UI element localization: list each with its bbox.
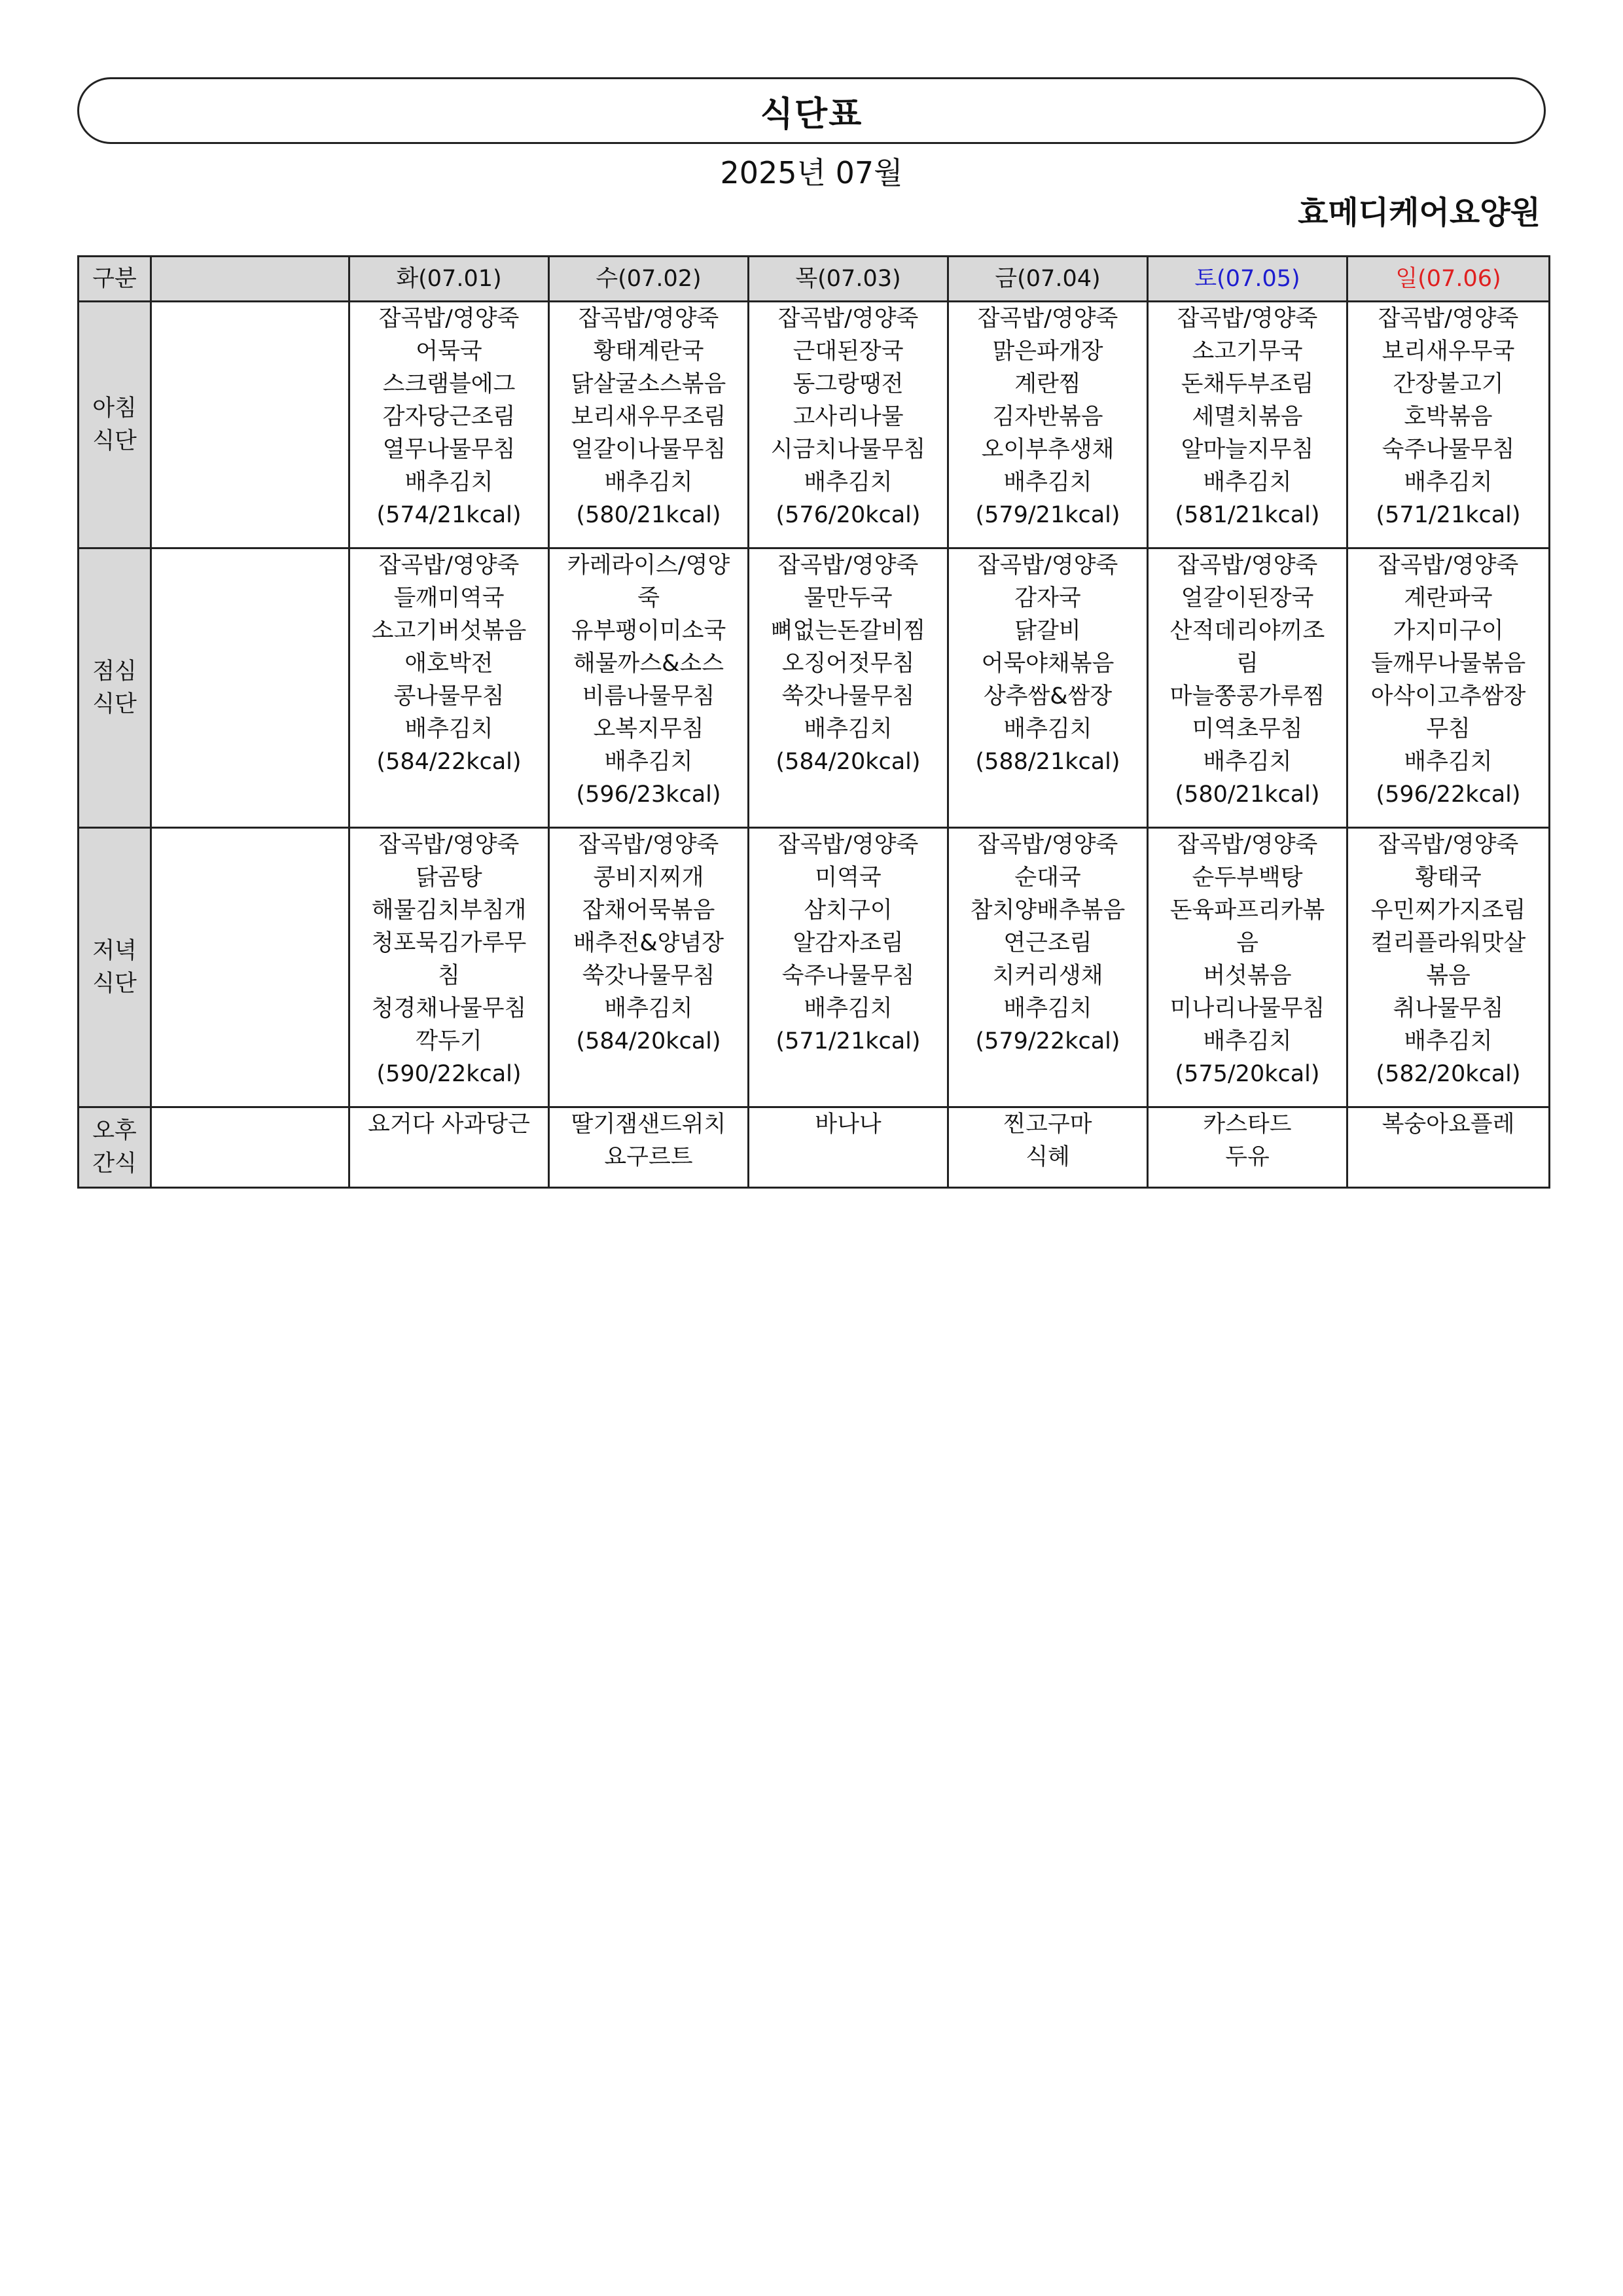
- menu-item: 비름나물무침: [582, 683, 715, 709]
- menu-item: 닭곰탕: [416, 865, 482, 891]
- day-header-sun: 일(07.06): [1347, 257, 1550, 302]
- menu-item: 배추김치: [804, 996, 893, 1022]
- menu-cell: [1347, 548, 1550, 828]
- day-header-sat: 토(07.05): [1148, 257, 1347, 302]
- menu-item: (590/22kcal): [376, 1061, 522, 1087]
- menu-item: 요구르트: [604, 1144, 693, 1170]
- menu-item: 잡채어묵볶음: [582, 897, 715, 924]
- menu-item: 배추김치: [1203, 749, 1292, 775]
- menu-item: 참치양배추볶음: [970, 897, 1126, 924]
- menu-item: (584/20kcal): [576, 1028, 721, 1054]
- menu-cell: [1347, 828, 1550, 1107]
- meal-label-line: 식단: [92, 428, 137, 454]
- menu-item: 오징어젓무침: [781, 651, 915, 677]
- meal-label-line: 식단: [92, 691, 137, 717]
- blank-cell: [151, 548, 349, 828]
- menu-item: 잡곡밥/영양죽: [1378, 306, 1519, 332]
- menu-item: 뼈없는돈갈비찜: [770, 618, 926, 644]
- menu-item: 배추김치: [1003, 996, 1092, 1022]
- menu-item: 유부팽이미소국: [571, 618, 726, 644]
- menu-item: 볶음: [1426, 963, 1471, 989]
- menu-item: 배추김치: [1203, 469, 1292, 495]
- menu-item: 청포묵김가루무: [371, 930, 527, 956]
- meal-row-lunch: [79, 548, 1550, 828]
- menu-item: 물만두국: [804, 585, 893, 611]
- menu-item: 음: [1236, 930, 1258, 956]
- menu-item: 오복지무침: [593, 716, 704, 742]
- menu-item: 배추김치: [1003, 469, 1092, 495]
- menu-item: 얼갈이나물무침: [571, 437, 726, 463]
- menu-item: 숙주나물무침: [1382, 437, 1515, 463]
- blank-cell: [151, 828, 349, 1107]
- menu-item: 어묵국: [416, 338, 482, 365]
- menu-cell: [948, 548, 1148, 828]
- menu-item: 호박볶음: [1404, 404, 1493, 430]
- menu-item: 순두부백탕: [1192, 865, 1303, 891]
- menu-item: 무침: [1426, 716, 1471, 742]
- menu-cell: [549, 828, 749, 1107]
- menu-cell: [549, 302, 749, 548]
- menu-item: (576/20kcal): [776, 502, 921, 528]
- menu-item: 버섯볶음: [1203, 963, 1292, 989]
- menu-item: 잡곡밥/영양죽: [1177, 552, 1318, 579]
- menu-item: 산적데리야끼조: [1169, 618, 1325, 644]
- blank-cell: [151, 1107, 349, 1188]
- meal-label: [79, 302, 151, 548]
- menu-item: (588/21kcal): [975, 749, 1120, 775]
- menu-item: 스크램블에그: [382, 371, 516, 397]
- page-title: 식단표: [760, 94, 863, 134]
- menu-item: 배추김치: [1404, 469, 1493, 495]
- menu-item: 계란찜: [1014, 371, 1081, 397]
- month-label: 2025년 07월: [720, 155, 903, 190]
- menu-item: 돈채두부조림: [1181, 371, 1314, 397]
- meal-label-line: 점심: [92, 658, 137, 685]
- menu-item: (596/22kcal): [1376, 781, 1521, 808]
- menu-cell: [749, 1107, 948, 1188]
- menu-cell: [349, 1107, 549, 1188]
- menu-item: (571/21kcal): [1376, 502, 1521, 528]
- menu-item: 닭살굴소스볶음: [571, 371, 726, 397]
- menu-item: 열무나물무침: [382, 437, 516, 463]
- meal-label-line: 간식: [92, 1151, 137, 1177]
- menu-item: 쑥갓나물무침: [781, 683, 915, 709]
- menu-item: 치커리생채: [992, 963, 1103, 989]
- menu-cell: [749, 302, 948, 548]
- menu-item: 우민찌가지조림: [1370, 897, 1526, 924]
- blank-cell: [151, 302, 349, 548]
- menu-item: 배추김치: [1203, 1028, 1292, 1054]
- menu-item: 오이부추생채: [981, 437, 1115, 463]
- menu-item: (579/22kcal): [975, 1028, 1120, 1054]
- menu-item: 배추김치: [604, 469, 693, 495]
- menu-item: 배추김치: [804, 469, 893, 495]
- menu-item: 배추김치: [604, 996, 693, 1022]
- menu-item: 소고기무국: [1192, 338, 1303, 365]
- menu-item: 순대국: [1014, 865, 1081, 891]
- menu-item: 삼치구이: [804, 897, 893, 924]
- menu-item: 잡곡밥/영양죽: [777, 832, 919, 858]
- menu-item: 감자당근조림: [382, 404, 516, 430]
- meal-row-breakfast: [79, 302, 1550, 548]
- menu-item: 림: [1236, 651, 1258, 677]
- menu-item: 딸기잼샌드위치: [571, 1111, 726, 1138]
- meal-row-snack: [79, 1107, 1550, 1188]
- menu-cell: [349, 302, 549, 548]
- menu-item: 배추김치: [804, 716, 893, 742]
- menu-item: 잡곡밥/영양죽: [1177, 832, 1318, 858]
- menu-cell: [749, 548, 948, 828]
- menu-cell: [948, 1107, 1148, 1188]
- day-header-fri: 금(07.04): [948, 257, 1148, 302]
- menu-item: 잡곡밥/영양죽: [777, 552, 919, 579]
- menu-item: 죽: [637, 585, 660, 611]
- menu-item: 깍두기: [416, 1028, 482, 1054]
- menu-item: 복숭아요플레: [1382, 1111, 1515, 1138]
- menu-item: (582/20kcal): [1376, 1061, 1521, 1087]
- meal-label: [79, 548, 151, 828]
- title-box: [77, 77, 1546, 144]
- meal-table: [77, 255, 1550, 1189]
- meal-label-line: 저녁: [92, 938, 137, 964]
- menu-item: 잡곡밥/영양죽: [378, 832, 520, 858]
- meal-label: [79, 828, 151, 1107]
- menu-item: 미역초무침: [1192, 716, 1303, 742]
- menu-item: 쑥갓나물무침: [582, 963, 715, 989]
- menu-item: 맑은파개장: [992, 338, 1103, 365]
- menu-cell: [1148, 828, 1347, 1107]
- menu-item: 해물김치부침개: [371, 897, 527, 924]
- menu-item: 카레라이스/영양: [567, 552, 730, 579]
- menu-item: (581/21kcal): [1175, 502, 1320, 528]
- menu-item: (571/21kcal): [776, 1028, 921, 1054]
- menu-item: 고사리나물: [793, 404, 904, 430]
- menu-cell: [1347, 302, 1550, 548]
- menu-item: (575/20kcal): [1175, 1061, 1320, 1087]
- menu-item: 애호박전: [404, 651, 493, 677]
- menu-item: 잡곡밥/영양죽: [977, 832, 1118, 858]
- menu-item: (584/22kcal): [376, 749, 522, 775]
- menu-item: 해물까스&소스: [573, 651, 724, 677]
- menu-item: 콩비지찌개: [593, 865, 704, 891]
- menu-item: 돈육파프리카볶: [1169, 897, 1325, 924]
- menu-item: 상추쌈&쌈장: [983, 683, 1113, 709]
- menu-item: 아삭이고추쌈장: [1370, 683, 1526, 709]
- header-row: [79, 257, 1550, 302]
- menu-item: 침: [438, 963, 460, 989]
- menu-cell: [349, 548, 549, 828]
- day-header-tue: 화(07.01): [349, 257, 549, 302]
- menu-item: 알감자조림: [793, 930, 904, 956]
- menu-item: (580/21kcal): [1175, 781, 1320, 808]
- menu-cell: [1148, 548, 1347, 828]
- menu-item: 보리새우무국: [1382, 338, 1515, 365]
- menu-item: 배추김치: [1003, 716, 1092, 742]
- menu-item: 배추김치: [604, 749, 693, 775]
- menu-item: 잡곡밥/영양죽: [578, 832, 719, 858]
- meal-label: [79, 1107, 151, 1188]
- facility-name: 효메디케어요양원: [1298, 194, 1541, 231]
- menu-item: 취나물무침: [1393, 996, 1504, 1022]
- menu-item: 잡곡밥/영양죽: [1378, 552, 1519, 579]
- menu-item: 카스타드: [1203, 1111, 1292, 1138]
- menu-item: (574/21kcal): [376, 502, 522, 528]
- menu-item: 가지미구이: [1393, 618, 1504, 644]
- menu-item: 잡곡밥/영양죽: [1177, 306, 1318, 332]
- menu-item: (596/23kcal): [576, 781, 721, 808]
- menu-item: 잡곡밥/영양죽: [1378, 832, 1519, 858]
- menu-item: 얼갈이된장국: [1181, 585, 1314, 611]
- menu-item: (579/21kcal): [975, 502, 1120, 528]
- menu-item: 배추김치: [404, 469, 493, 495]
- menu-item: 콩나물무침: [393, 683, 505, 709]
- menu-item: 두유: [1225, 1144, 1270, 1170]
- menu-item: 들깨미역국: [393, 585, 505, 611]
- menu-item: 미역국: [815, 865, 882, 891]
- menu-item: 근대된장국: [793, 338, 904, 365]
- menu-item: (580/21kcal): [576, 502, 721, 528]
- menu-item: 청경채나물무침: [371, 996, 527, 1022]
- menu-item: 감자국: [1014, 585, 1081, 611]
- menu-item: (584/20kcal): [776, 749, 921, 775]
- menu-item: 시금치나물무침: [770, 437, 926, 463]
- menu-item: 배추김치: [404, 716, 493, 742]
- menu-item: 알마늘지무침: [1181, 437, 1314, 463]
- menu-cell: [349, 828, 549, 1107]
- menu-cell: [1347, 1107, 1550, 1188]
- menu-item: 잡곡밥/영양죽: [378, 552, 520, 579]
- menu-item: 잡곡밥/영양죽: [578, 306, 719, 332]
- menu-item: 배추김치: [1404, 1028, 1493, 1054]
- menu-item: 식혜: [1026, 1144, 1070, 1170]
- menu-item: 잡곡밥/영양죽: [777, 306, 919, 332]
- menu-item: 계란파국: [1404, 585, 1493, 611]
- menu-item: 잡곡밥/영양죽: [977, 306, 1118, 332]
- menu-item: 배추전&양념장: [573, 930, 724, 956]
- menu-item: 황태국: [1415, 865, 1482, 891]
- menu-item: 들깨무나물볶음: [1370, 651, 1526, 677]
- menu-item: 찐고구마: [1003, 1111, 1092, 1138]
- menu-item: 어묵야채볶음: [981, 651, 1115, 677]
- menu-cell: [948, 302, 1148, 548]
- menu-cell: [1148, 302, 1347, 548]
- menu-item: 동그랑땡전: [793, 371, 904, 397]
- menu-item: 소고기버섯볶음: [371, 618, 527, 644]
- menu-item: 미나리나물무침: [1169, 996, 1325, 1022]
- menu-cell: [948, 828, 1148, 1107]
- meal-label-line: 식단: [92, 971, 137, 997]
- menu-item: 세멸치볶음: [1192, 404, 1303, 430]
- menu-item: 바나나: [815, 1111, 882, 1138]
- menu-item: 닭갈비: [1014, 618, 1081, 644]
- menu-cell: [549, 548, 749, 828]
- meal-label-line: 아침: [92, 395, 137, 422]
- menu-item: 마늘쫑콩가루찜: [1169, 683, 1325, 709]
- menu-cell: [749, 828, 948, 1107]
- menu-item: 간장불고기: [1393, 371, 1504, 397]
- menu-item: 보리새우무조림: [571, 404, 726, 430]
- day-header-thu: 목(07.03): [749, 257, 948, 302]
- menu-cell: [1148, 1107, 1347, 1188]
- meal-row-dinner: [79, 828, 1550, 1107]
- menu-item: 컬리플라워맛살: [1370, 930, 1526, 956]
- meal-label-line: 오후: [92, 1118, 137, 1144]
- menu-item: 잡곡밥/영양죽: [977, 552, 1118, 579]
- day-header-wed: 수(07.02): [549, 257, 749, 302]
- blank-header: [151, 257, 349, 302]
- corner-label: 구분: [79, 257, 151, 302]
- menu-item: 요거다 사과당근: [368, 1111, 530, 1138]
- menu-item: 배추김치: [1404, 749, 1493, 775]
- menu-item: 잡곡밥/영양죽: [378, 306, 520, 332]
- menu-item: 황태계란국: [593, 338, 704, 365]
- menu-item: 숙주나물무침: [781, 963, 915, 989]
- menu-item: 연근조림: [1003, 930, 1092, 956]
- menu-item: 김자반볶음: [992, 404, 1103, 430]
- menu-cell: [549, 1107, 749, 1188]
